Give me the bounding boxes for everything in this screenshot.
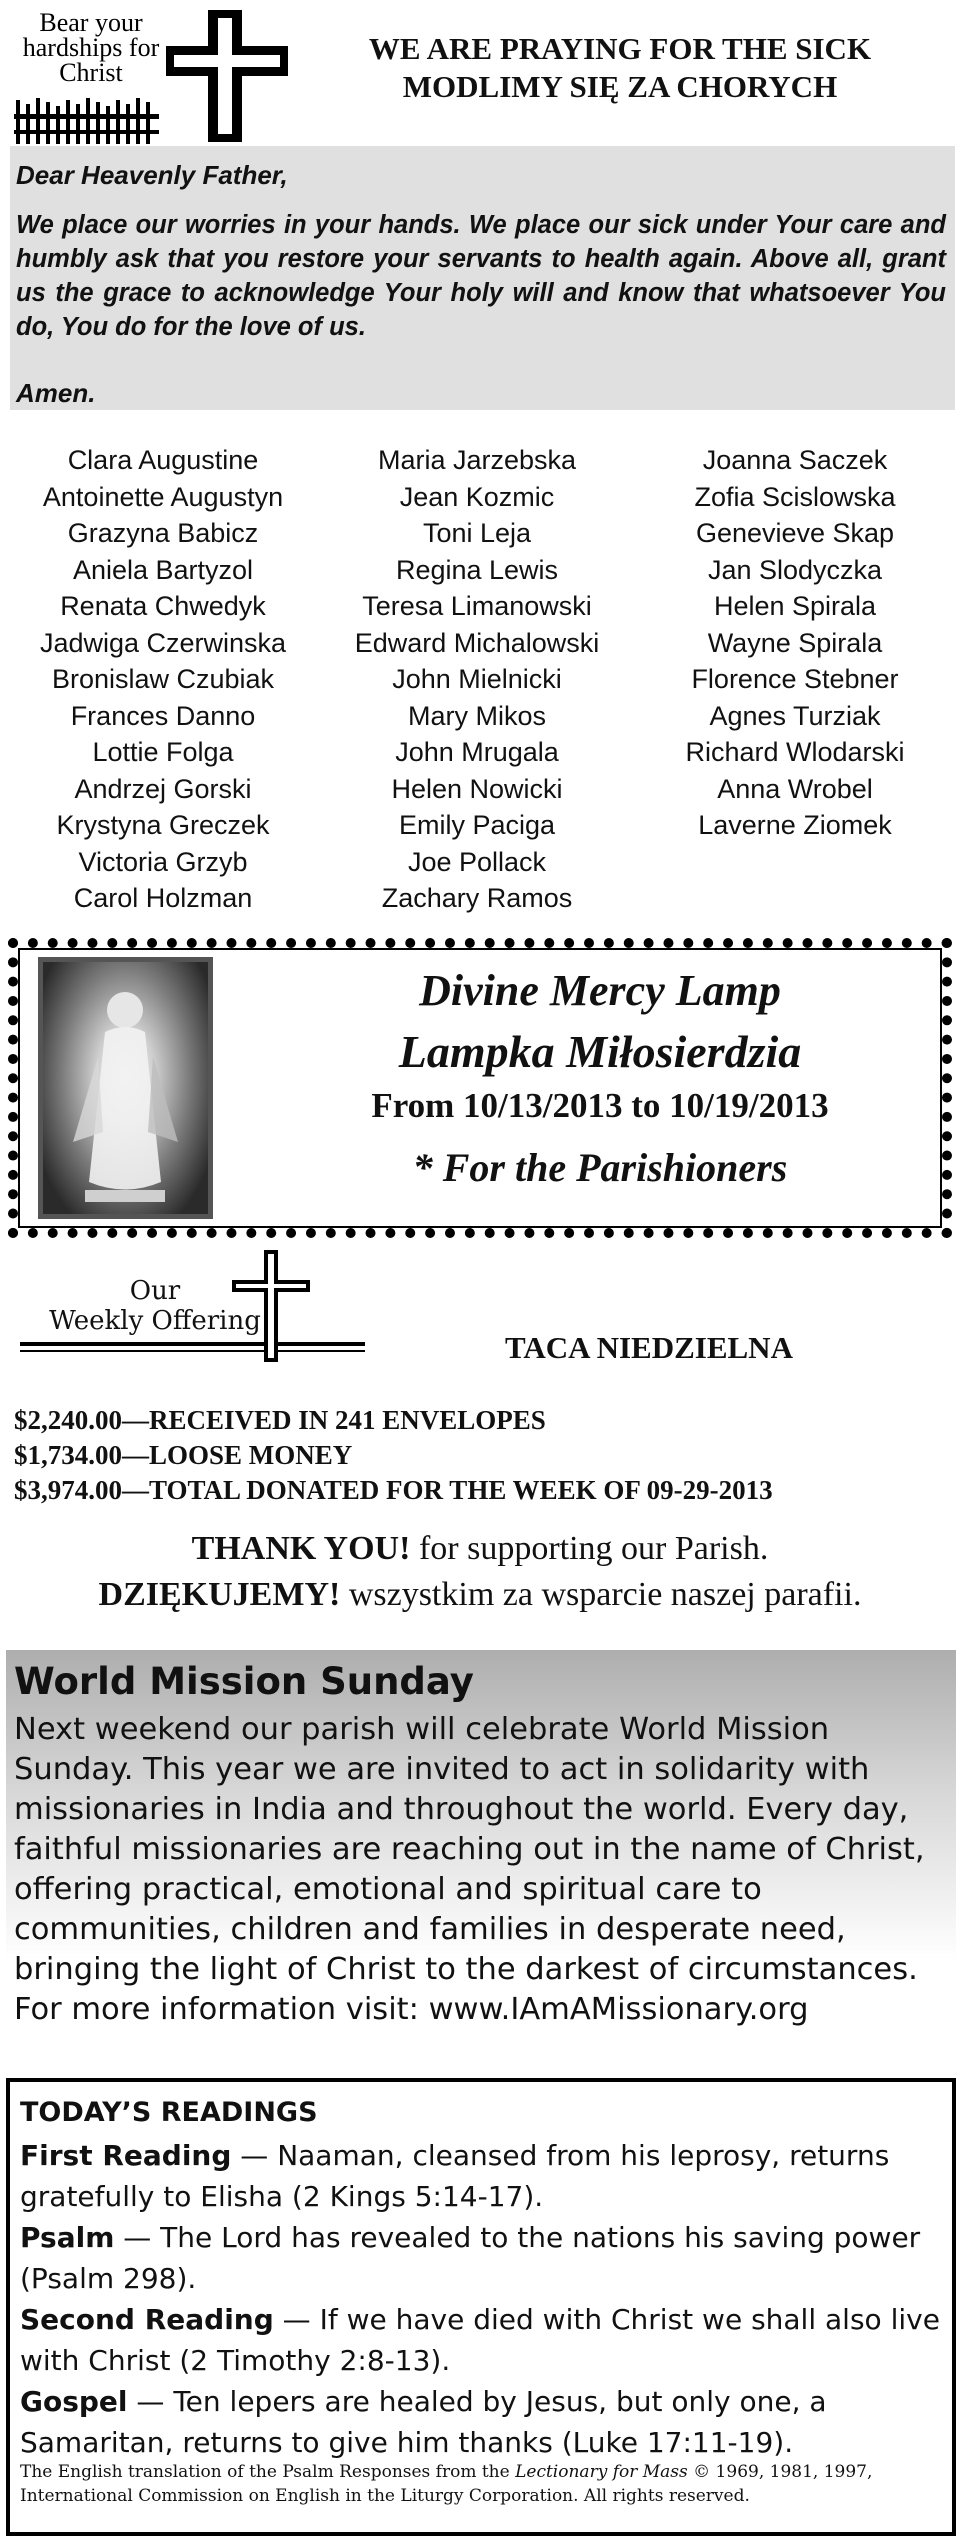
hardships-logo	[10, 6, 295, 146]
offering-envelopes: $2,240.00—RECEIVED IN 241 ENVELOPES	[14, 1405, 546, 1435]
name-item: Lottie Folga	[92, 737, 234, 767]
thank-you-en-text: for supporting our Parish.	[410, 1530, 769, 1567]
gospel-label: Gospel	[20, 2385, 128, 2418]
copyright-post: © 1969, 1981, 1997, International Commission on English in the Liturgy Corporation. All rights reserved.	[20, 2462, 873, 2506]
name-item: Krystyna Greczek	[56, 810, 270, 840]
name-item: Clara Augustine	[67, 445, 259, 475]
prayer-title-pl: MODLIMY SIĘ ZA CHORYCH	[402, 69, 838, 104]
thank-you-pl-bold: DZIĘKUJEMY!	[98, 1576, 341, 1613]
first-reading-text: — Naaman, cleansed from his leprosy, returns gratefully to Elisha (2 Kings 5:14-17).	[20, 2139, 890, 2213]
thank-you-pl-text: wszystkim za wsparcie naszej parafii.	[340, 1576, 862, 1613]
name-item: Jean Kozmic	[399, 481, 555, 512]
name-item: Bronislaw Czubiak	[51, 664, 275, 694]
copyright-note	[20, 2460, 940, 2508]
name-item: Mary Mikos	[407, 700, 546, 731]
name-item: Toni Leja	[422, 518, 532, 548]
offering-cross-icon	[20, 1250, 365, 1365]
name-item: John Mrugala	[395, 737, 559, 767]
name-item: John Mielnicki	[392, 664, 562, 694]
prayer-amen: Amen.	[16, 378, 96, 408]
offering-loose-money: $1,734.00—LOOSE MONEY	[14, 1440, 353, 1470]
world-mission-body: Next weekend our parish will celebrate World Mission Sunday. This year we are invited to act in solidarity with missionaries in India and throughout the world. Every day, faithful missionaries are reaching out in the name of Christ, offering practical, emotional and spiritual care to communities, children and families in desperate need, bringing the light of Christ to the darkest of circumstances. For more information visit: www.IAmAMissionary.org	[14, 1712, 925, 2027]
name-item: Emily Paciga	[398, 810, 556, 840]
prayer-greeting: Dear Heavenly Father,	[16, 160, 288, 190]
second-reading-text: — If we have died with Christ we shall also live with Christ (2 Timothy 2:8-13).	[20, 2303, 940, 2377]
name-item: Genevieve Skap	[695, 518, 895, 548]
psalm-reading	[20, 2217, 945, 2299]
name-item: Renata Chwedyk	[60, 591, 266, 621]
name-item: Joanna Saczek	[702, 445, 888, 475]
readings-body	[20, 2135, 945, 2463]
name-item: Zachary Ramos	[381, 883, 573, 913]
fence-decoration	[14, 94, 159, 144]
logo-text: Bear your hardships for Christ	[22, 8, 160, 87]
readings-title: TODAY’S READINGS	[20, 2097, 318, 2128]
mercy-lamp-subtitle: Lampka Miłosierdzia	[398, 1026, 802, 1077]
psalm-label: Psalm	[20, 2221, 115, 2254]
second-reading	[20, 2299, 945, 2381]
mercy-lamp-dates: From 10/13/2013 to 10/19/2013	[371, 1086, 829, 1125]
name-item: Edward Michalowski	[354, 627, 600, 658]
name-item: Grazyna Babicz	[67, 518, 259, 548]
name-item: Wayne Spirala	[707, 627, 883, 658]
name-item: Jan Slodyczka	[707, 554, 883, 585]
prayer-title	[300, 30, 940, 106]
name-item: Teresa Limanowski	[362, 591, 592, 621]
name-item: Helen Nowicki	[391, 773, 563, 804]
psalm-text: — The Lord has revealed to the nations his saving power (Psalm 298).	[20, 2221, 921, 2295]
name-item: Carol Holzman	[73, 883, 253, 913]
names-column-2	[322, 442, 632, 917]
second-reading-label: Second Reading	[20, 2303, 274, 2336]
gospel-reading	[20, 2381, 945, 2463]
copyright-italic: Lectionary for Mass	[515, 2462, 688, 2482]
name-item: Helen Spirala	[713, 591, 877, 621]
offering-logo-line1: Our	[129, 1276, 181, 1306]
thank-you-pl	[0, 1576, 960, 1614]
gospel-text: — Ten lepers are healed by Jesus, but only one, a Samaritan, returns to give him thanks (Luke 17:11-19).	[20, 2385, 827, 2459]
first-reading	[20, 2135, 945, 2217]
offering-total: $3,974.00—TOTAL DONATED FOR THE WEEK OF 09-29-2013	[14, 1475, 773, 1505]
name-item: Jadwiga Czerwinska	[39, 627, 287, 658]
jesus-figure-icon	[43, 962, 208, 1214]
mercy-lamp-intention: * For the Parishioners	[412, 1145, 788, 1190]
name-item: Richard Wlodarski	[685, 737, 905, 767]
name-item: Andrzej Gorski	[74, 773, 252, 804]
copyright-pre: The English translation of the Psalm Responses from the	[20, 2462, 516, 2482]
name-item: Frances Danno	[70, 700, 256, 731]
name-item: Zofia Scislowska	[694, 481, 896, 512]
name-item: Maria Jarzebska	[377, 445, 577, 475]
name-item: Agnes Turziak	[709, 700, 881, 731]
thank-you-en	[0, 1530, 960, 1568]
names-column-1	[8, 442, 318, 917]
prayer-title-en: WE ARE PRAYING FOR THE SICK	[368, 31, 872, 66]
name-item: Florence Stebner	[691, 664, 899, 694]
offering-logo-line2: Weekly Offering	[49, 1306, 261, 1336]
world-mission-title: World Mission Sunday	[14, 1660, 474, 1703]
offering-title-pl: TACA NIEDZIELNA	[505, 1330, 793, 1365]
first-reading-label: First Reading	[20, 2139, 232, 2172]
name-item: Joe Pollack	[407, 846, 547, 877]
thank-you-en-bold: THANK YOU!	[191, 1530, 411, 1567]
mercy-lamp-title: Divine Mercy Lamp	[419, 966, 781, 1015]
name-item: Regina Lewis	[395, 554, 559, 585]
name-item: Antoinette Augustyn	[42, 481, 284, 512]
name-item: Victoria Grzyb	[78, 846, 248, 877]
name-item: Aniela Bartyzol	[72, 554, 254, 585]
cross-icon	[160, 6, 295, 146]
name-item: Anna Wrobel	[717, 773, 873, 804]
names-column-3	[640, 442, 950, 844]
divine-mercy-image	[38, 957, 213, 1219]
name-item: Laverne Ziomek	[698, 810, 892, 840]
prayer-body: We place our worries in your hands. We place our sick under Your care and humbly ask that you restore your servants to health again. Above all, grant us the grace to acknowledge Your holy will and know that whatsoever You do, You do for the love of us.	[16, 211, 946, 341]
